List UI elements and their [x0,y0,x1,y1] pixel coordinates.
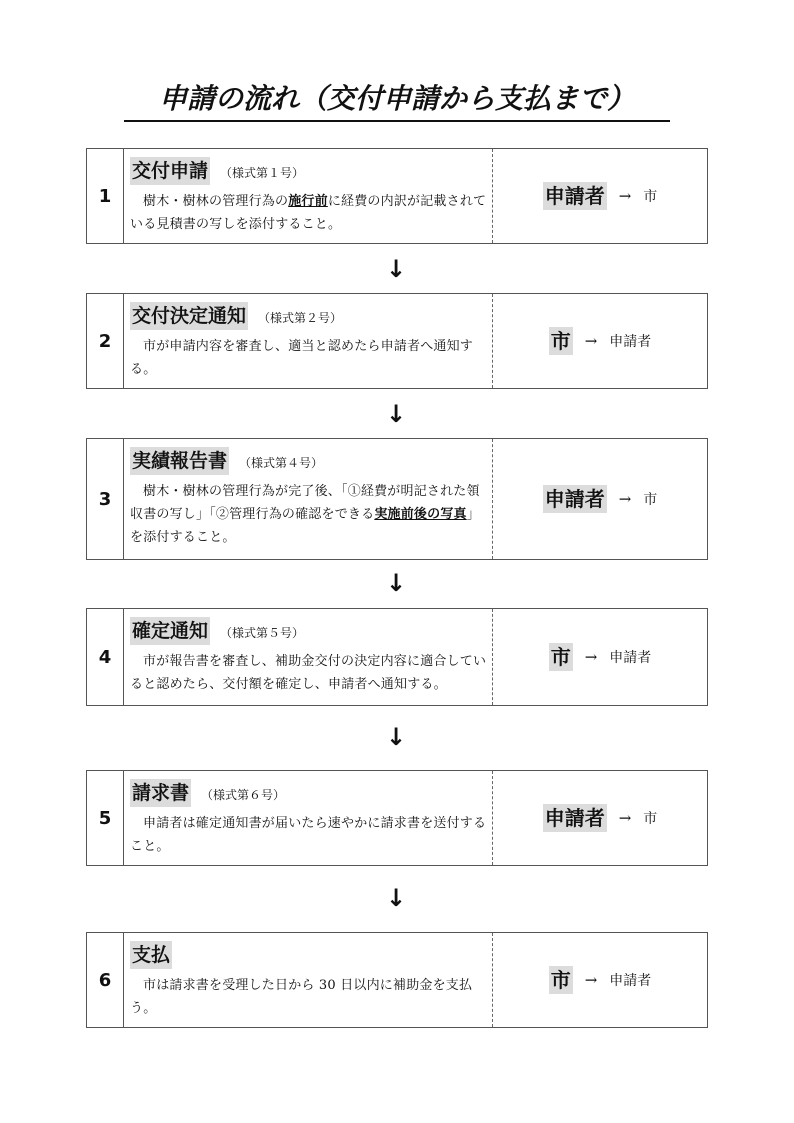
step-flow [493,933,707,1027]
step-body [130,812,488,858]
down-arrow-icon: ↓ [385,400,407,428]
step-body [130,335,488,381]
step-6 [86,932,708,1028]
right-arrow-icon: → [618,187,632,205]
page-title: 申請の流れ（交付申請から支払まで） [124,80,670,122]
step-flow [493,149,707,243]
step-body [130,190,488,236]
body-text: に経費の内訳が記載されている見積書の写しを添付すること。 [130,194,487,232]
body-text: 市が申請内容を審査し、適当と認めたら申請者へ通知する。 [130,339,474,377]
step-4 [86,608,708,706]
body-text: 」を添付すること。 [130,507,480,545]
flow-from: 市 [550,645,571,669]
step-body [130,974,488,1020]
step-5 [86,770,708,866]
step-description [124,609,493,705]
step-2 [86,293,708,389]
form-number: （様式第２号） [258,311,343,325]
right-arrow-icon: → [584,971,598,989]
step-number: 2 [87,294,124,388]
right-arrow-icon: → [584,332,598,350]
step-body [130,650,488,696]
flow-from: 申請者 [544,184,605,208]
step-name: 支払 [130,941,172,969]
down-arrow-icon: ↓ [385,569,407,597]
body-emphasis: 施行前 [288,194,328,209]
flow-to: 申請者 [609,650,652,666]
flow-from: 申請者 [544,487,605,511]
body-text: 樹木・樹林の管理行為の [143,194,289,209]
right-arrow-icon: → [584,648,598,666]
step-flow [493,771,707,865]
step-number: 4 [87,609,124,705]
step-number: 1 [87,149,124,243]
flow-to: 市 [643,189,658,205]
right-arrow-icon: → [618,809,632,827]
step-description [124,439,493,559]
flow-to: 市 [643,492,658,508]
step-description [124,771,493,865]
flow-to: 申請者 [609,334,652,350]
form-number: （様式第５号） [220,626,305,640]
step-body [130,480,488,549]
body-text: 申請者は確定通知書が届いたら速やかに請求書を送付すること。 [130,816,487,854]
step-1 [86,148,708,244]
body-emphasis: 実施前後の写真 [374,507,467,522]
body-text: 市は請求書を受理した日から 30 日以内に補助金を支払う。 [130,978,473,1016]
step-name: 交付申請 [130,157,210,185]
step-name: 請求書 [130,779,191,807]
flow-to: 申請者 [609,973,652,989]
right-arrow-icon: → [618,490,632,508]
form-number: （様式第６号） [201,788,286,802]
step-flow [493,439,707,559]
flow-from: 申請者 [544,806,605,830]
step-name: 確定通知 [130,617,210,645]
step-name: 交付決定通知 [130,302,248,330]
flow-to: 市 [643,811,658,827]
form-number: （様式第１号） [220,166,305,180]
body-text: 樹木・樹林の管理行為が完了後、「①経費が明記された領収書の写し」「②管理行為の確認をできる [130,484,480,522]
step-number: 3 [87,439,124,559]
step-flow [493,609,707,705]
step-description [124,933,493,1027]
body-text: 市が報告書を審査し、補助金交付の決定内容に適合していると認めたら、交付額を確定し、申請者へ通知する。 [130,654,487,692]
step-name: 実績報告書 [130,447,229,475]
step-flow [493,294,707,388]
step-3 [86,438,708,560]
step-description [124,294,493,388]
step-number: 5 [87,771,124,865]
down-arrow-icon: ↓ [385,723,407,751]
down-arrow-icon: ↓ [385,884,407,912]
step-number: 6 [87,933,124,1027]
step-description [124,149,493,243]
flow-from: 市 [550,968,571,992]
flow-from: 市 [550,329,571,353]
down-arrow-icon: ↓ [385,255,407,283]
form-number: （様式第４号） [239,456,324,470]
